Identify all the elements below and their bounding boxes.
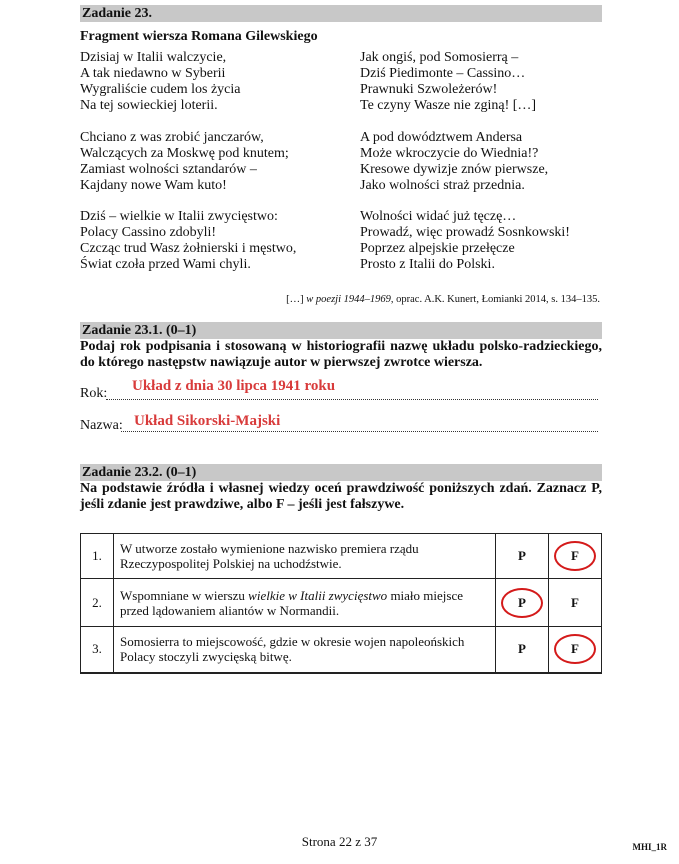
- stanza-right-3: [360, 209, 570, 273]
- option-f[interactable]: [549, 534, 602, 579]
- table-row: [81, 534, 602, 579]
- verse-line: Polacy Cassino zdobyli!: [80, 225, 217, 240]
- option-p-label: P: [518, 548, 526, 563]
- task-2-instruction: Na podstawie źródła i własnej wiedzy oceń prawdziwość poniższych zdań. Zaznacz P, jeśli zdanie jest prawdziwe, albo F – jeśli jest fałszywe.: [80, 481, 602, 512]
- verse-line: Jak ongiś, pod Somosierrą –: [360, 50, 519, 65]
- verse-line: Prowadź, więc prowadź Sosnkowski!: [360, 225, 570, 240]
- statement-text: Somosierra to miejscowość, gdzie w okresie wojen napoleońskich Polacy stoczyli zwycięską bitwę.: [120, 634, 465, 665]
- name-answer[interactable]: Układ Sikorski-Majski: [134, 413, 281, 429]
- row-number: 2.: [81, 579, 114, 627]
- row-number: 1.: [81, 534, 114, 579]
- verse-line: Walczących za Moskwę pod knutem;: [80, 146, 289, 161]
- task-1-header: Zadanie 23.1. (0–1): [80, 322, 602, 339]
- statement-text: W utworze zostało wymienione nazwisko premiera rządu Rzeczypospolitej Polskiej na uchodźstwie.: [120, 541, 419, 571]
- option-f-label: F: [571, 594, 579, 610]
- statement: [114, 579, 496, 627]
- verse-line: Dziś – wielkie w Italii zwycięstwo:: [80, 209, 278, 224]
- answer-circle: [501, 588, 543, 618]
- verse-line: Dziś Piedimonte – Cassino…: [360, 66, 526, 81]
- source-citation: [286, 294, 600, 305]
- year-answer[interactable]: Układ z dnia 30 lipca 1941 roku: [132, 378, 336, 394]
- statement-text: Wspomniane w wierszu: [120, 587, 249, 603]
- source-title: w poezji 1944–1969: [306, 294, 391, 305]
- stanza-right-1: [360, 50, 536, 114]
- verse-line: A tak niedawno w Syberii: [80, 66, 226, 81]
- table-row: [81, 627, 602, 673]
- poem-title: Fragment wiersza Romana Gilewskiego: [80, 29, 318, 44]
- option-p-label: P: [518, 641, 526, 657]
- true-false-table: [80, 533, 602, 674]
- year-label: Rok:: [80, 386, 108, 401]
- verse-line: Wolności widać już tęczę…: [360, 209, 517, 224]
- option-p[interactable]: [496, 534, 549, 579]
- option-p-label: P: [518, 594, 526, 610]
- verse-line: Prosto z Italii do Polski.: [360, 257, 495, 272]
- option-p[interactable]: [496, 579, 549, 627]
- verse-line: Świat czoła przed Wami chyli.: [80, 257, 251, 272]
- verse-line: Jako wolności straż przednia.: [360, 178, 525, 193]
- verse-line: Wygraliście cudem los życia: [80, 82, 241, 97]
- year-answer-line: [106, 399, 598, 400]
- verse-line: Prawnuki Szwoleżerów!: [360, 82, 498, 97]
- verse-line: Kresowe dywizje znów pierwsze,: [360, 162, 549, 177]
- name-label: Nazwa:: [80, 418, 123, 433]
- answer-circle: [554, 541, 596, 571]
- option-f-label: F: [571, 548, 579, 563]
- verse-line: Czcząc trud Wasz żołnierski i męstwo,: [80, 241, 297, 256]
- statement: [114, 534, 496, 579]
- verse-line: A pod dowództwem Andersa: [360, 130, 523, 145]
- page-number: Strona 22 z 37: [301, 834, 378, 849]
- source-prefix: […]: [286, 294, 307, 305]
- verse-line: Te czyny Wasze nie zginą! […]: [360, 98, 537, 113]
- verse-line: Chciano z was zrobić janczarów,: [80, 130, 264, 145]
- task-2-header: Zadanie 23.2. (0–1): [80, 464, 602, 481]
- statement-quote: wielkie w Italii zwycięstwo: [248, 587, 388, 603]
- source-details: , oprac. A.K. Kunert, Łomianki 2014, s. 134–135.: [390, 294, 600, 305]
- exam-code: MHI_1R: [632, 842, 667, 852]
- task-header: Zadanie 23.: [80, 5, 602, 22]
- table-row: [81, 579, 602, 627]
- task-1-instruction: Podaj rok podpisania i stosowaną w historiografii nazwę układu polsko-radzieckiego, do którego następstw nawiązuje autor w pierwszej zwrotce wiersza.: [80, 339, 602, 370]
- verse-line: Zamiast wolności sztandarów –: [80, 162, 257, 177]
- row-number: 3.: [81, 627, 114, 673]
- option-f[interactable]: [549, 579, 602, 627]
- verse-line: Kajdany nowe Wam kuto!: [80, 178, 227, 193]
- verse-line: Poprzez alpejskie przełęcze: [360, 241, 515, 256]
- stanza-right-2: [360, 130, 548, 194]
- verse-line: Może wkroczycie do Wiednia!?: [360, 146, 539, 161]
- option-p[interactable]: [496, 627, 549, 673]
- option-f[interactable]: [549, 627, 602, 673]
- stanza-left-2: [80, 130, 289, 194]
- stanza-left-3: [80, 209, 296, 273]
- name-answer-line: [121, 431, 598, 432]
- option-f-label: F: [571, 641, 579, 657]
- answer-circle: [554, 634, 596, 664]
- verse-line: Dzisiaj w Italii walczycie,: [80, 50, 227, 65]
- statement: [114, 627, 496, 673]
- verse-line: Na tej sowieckiej loterii.: [80, 98, 218, 113]
- stanza-left-1: [80, 50, 240, 114]
- statement-text: miało miejsce przed lądowaniem aliantów w Normandii.: [120, 587, 463, 618]
